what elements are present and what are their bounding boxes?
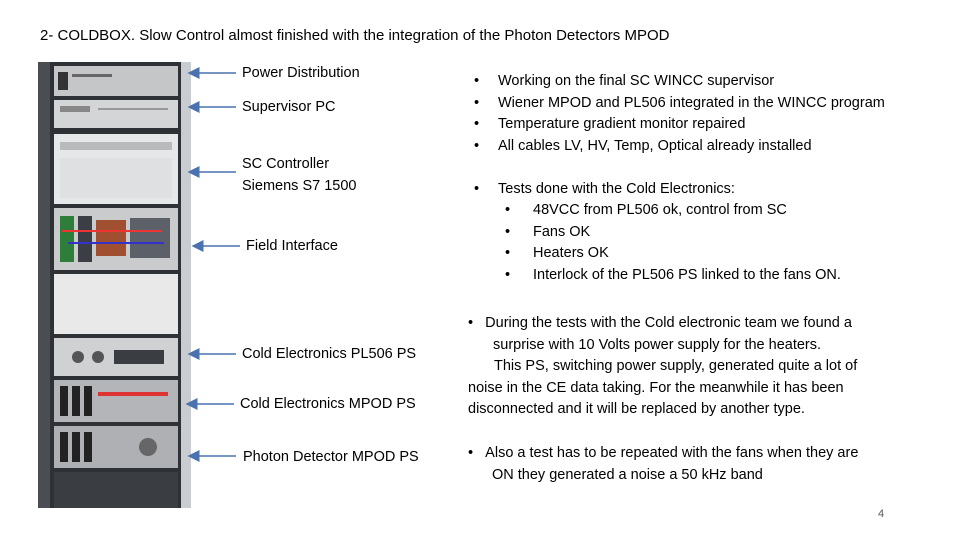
tests-heading-list bbox=[474, 179, 735, 201]
noise-line: disconnected and it will be replaced by another type. bbox=[468, 401, 805, 417]
label-ce-pl506: Cold Electronics PL506 PS bbox=[242, 346, 417, 362]
noise-line: surprise with 10 Volts power supply for the heaters. bbox=[493, 336, 822, 353]
page-number: 4 bbox=[878, 508, 885, 520]
test-item: • Interlock of the PL506 PS linked to the fans ON. bbox=[505, 265, 841, 287]
label-siemens: Siemens S7 1500 bbox=[242, 178, 357, 194]
test-item: • Fans OK bbox=[505, 222, 841, 244]
status-item: • Working on the final SC WINCC supervisor bbox=[474, 71, 885, 93]
label-sc-controller: SC Controller bbox=[242, 156, 330, 172]
slide-title: 2- COLDBOX. Slow Control almost finished with the integration of the Photon Detectors MPOD bbox=[40, 27, 670, 44]
status-item: • Wiener MPOD and PL506 integrated in the WINCC program bbox=[474, 93, 885, 115]
status-item: • All cables LV, HV, Temp, Optical already installed bbox=[474, 136, 885, 158]
label-pd-mpod: Photon Detector MPOD PS bbox=[243, 449, 419, 465]
status-item: • Temperature gradient monitor repaired bbox=[474, 114, 885, 136]
fan-line: Also a test has to be repeated with the fans when they are bbox=[485, 445, 859, 461]
label-ce-mpod: Cold Electronics MPOD PS bbox=[240, 396, 416, 412]
tests-heading: • Tests done with the Cold Electronics: bbox=[474, 179, 735, 201]
noise-line: This PS, switching power supply, generated quite a lot of bbox=[494, 358, 858, 374]
label-power-distribution: Power Distribution bbox=[242, 65, 360, 81]
status-list bbox=[474, 71, 885, 157]
label-supervisor-pc: Supervisor PC bbox=[242, 99, 336, 115]
fan-note bbox=[468, 443, 938, 486]
noise-line: noise in the CE data taking. For the meanwhile it has been bbox=[468, 379, 844, 396]
test-item: • 48VCC from PL506 ok, control from SC bbox=[505, 200, 841, 222]
bullet-dot: • bbox=[468, 445, 486, 461]
fan-line: ON they generated a noise a 50 kHz band bbox=[492, 466, 763, 483]
bullet-dot: • bbox=[468, 315, 486, 331]
noise-note bbox=[468, 313, 938, 421]
noise-line: During the tests with the Cold electronic team we found a bbox=[485, 315, 852, 331]
tests-list bbox=[505, 200, 841, 286]
label-field-interface: Field Interface bbox=[246, 238, 338, 254]
test-item: • Heaters OK bbox=[505, 243, 841, 265]
